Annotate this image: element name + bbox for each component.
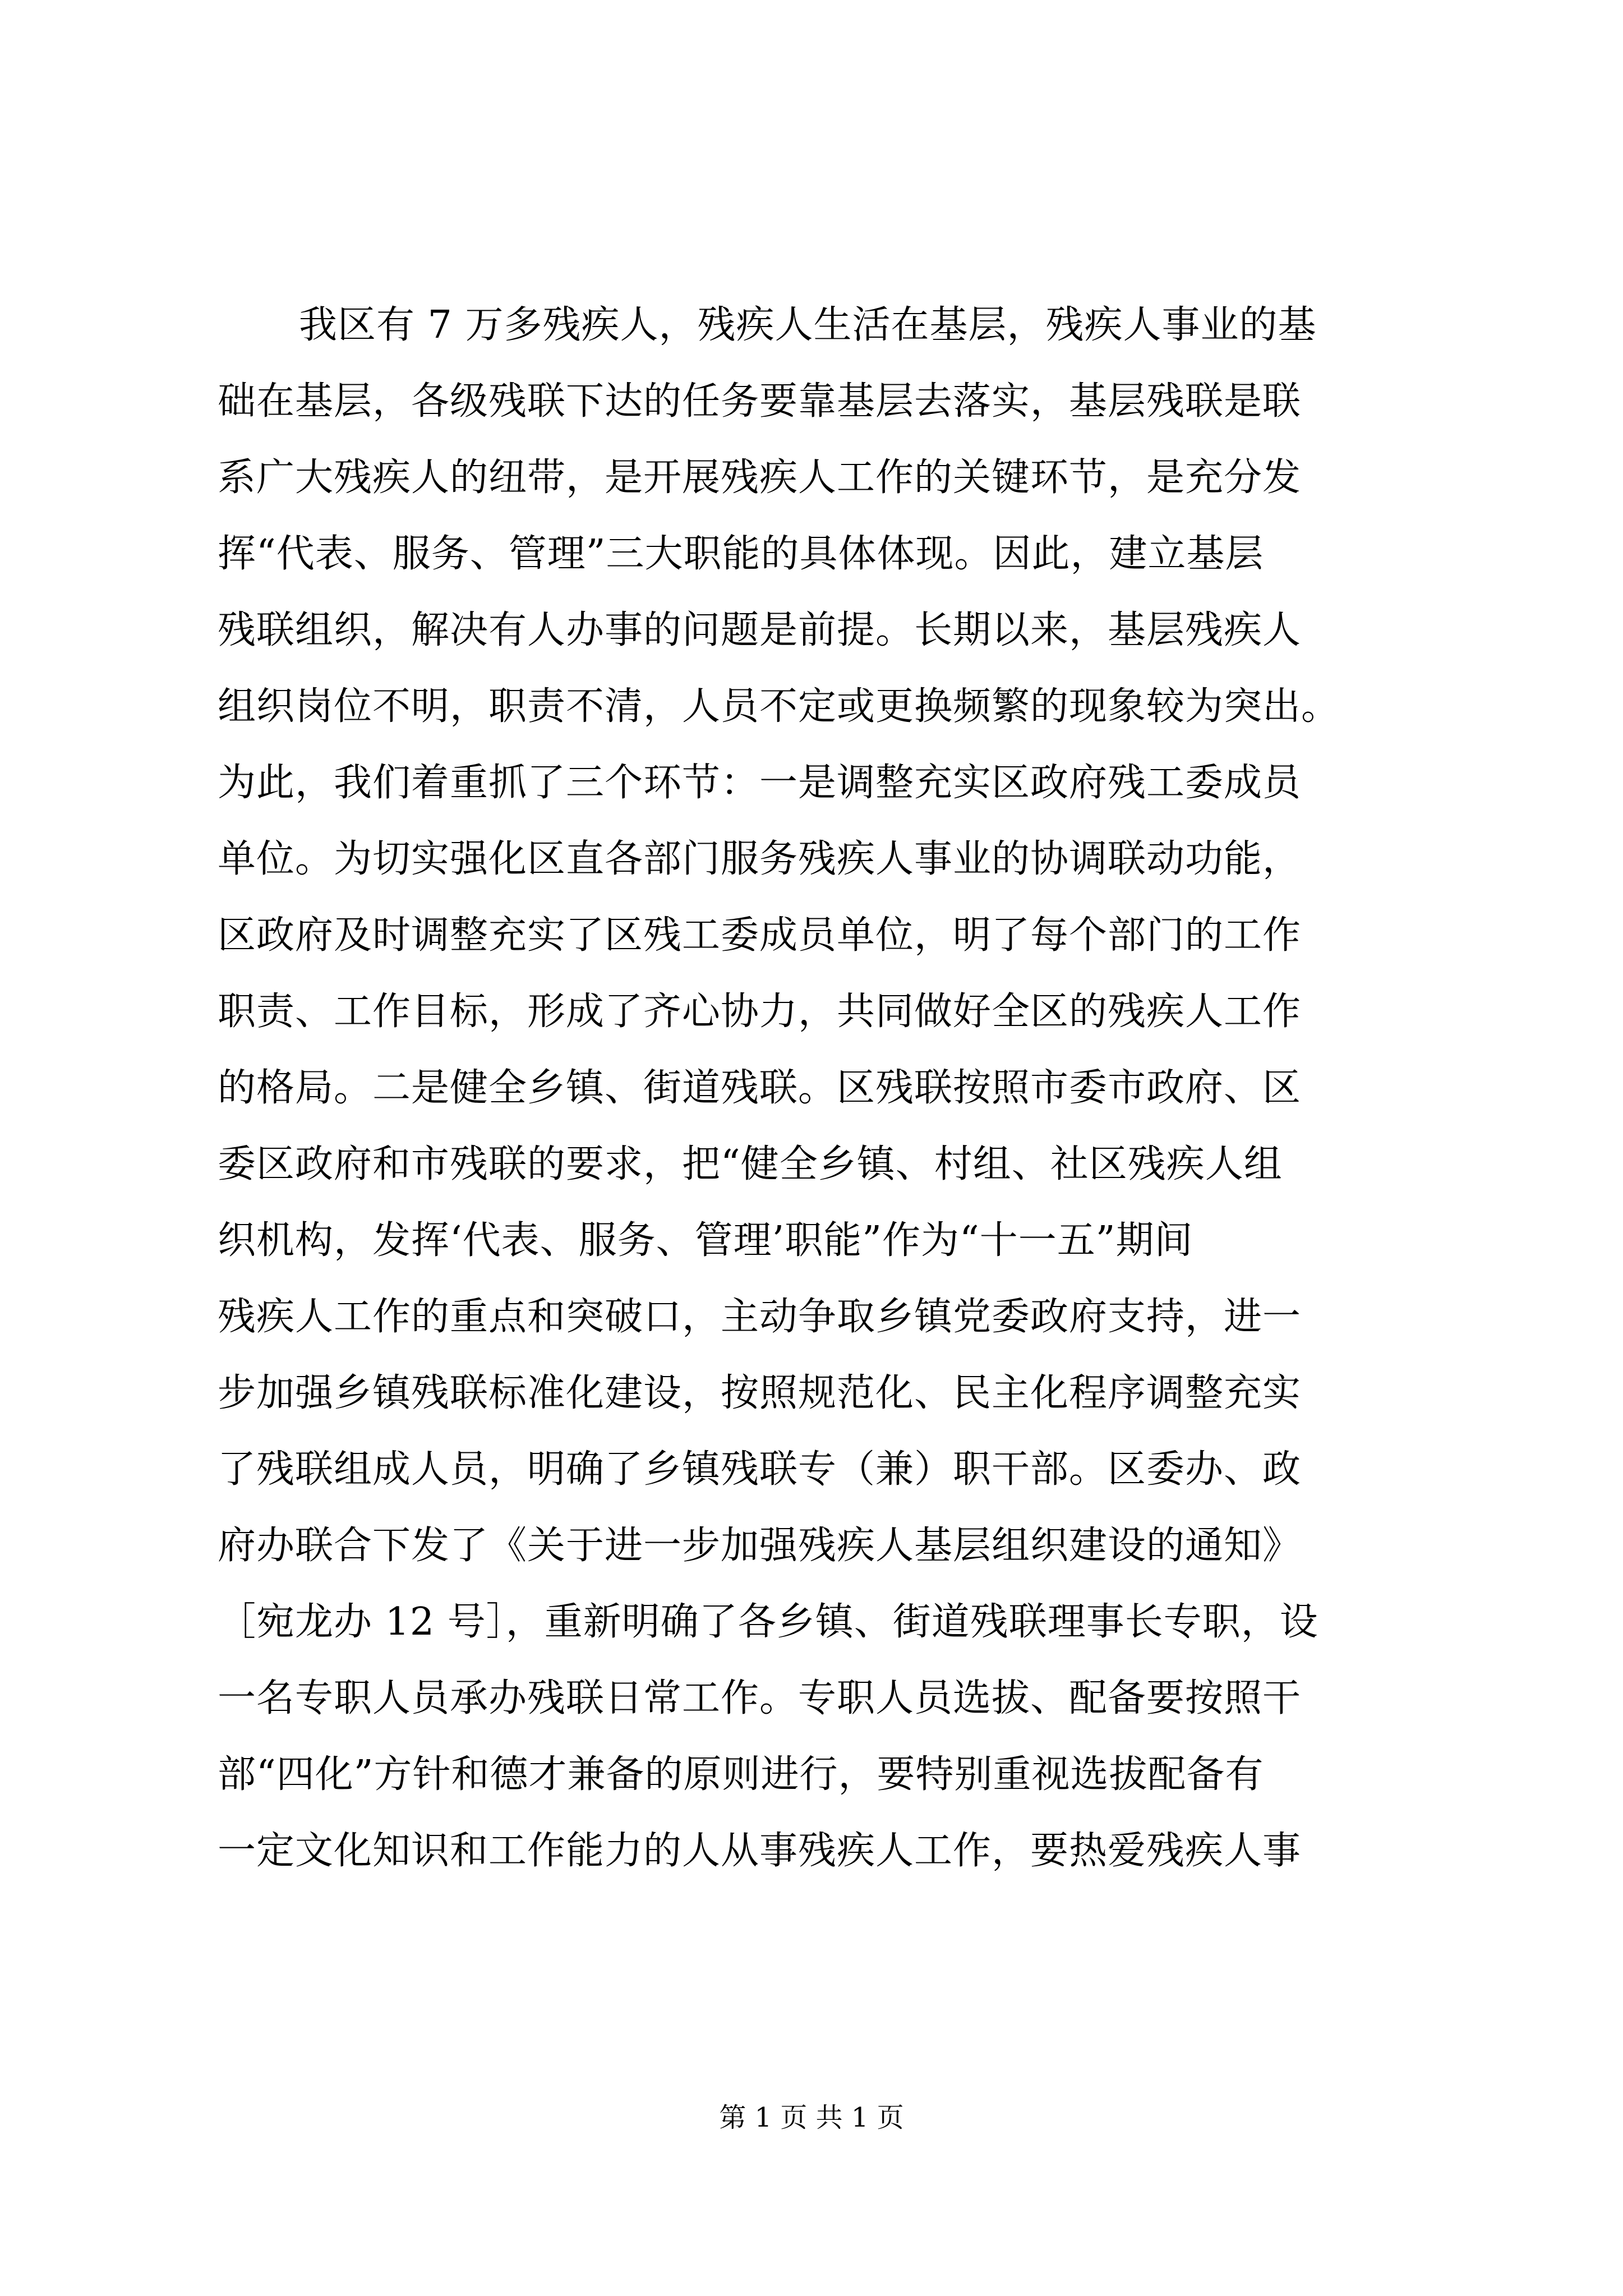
- text-line-5: 残联组织，解决有人办事的问题是前提。长期以来，基层残疾人: [218, 608, 1302, 652]
- text-line-10: 职责、工作目标，形成了齐心协力，共同做好全区的残疾人工作: [218, 990, 1302, 1034]
- text-line-2: 础在基层，各级残联下达的任务要靠基层去落实，基层残联是联: [218, 379, 1302, 424]
- text-line-6: 组织岗位不明，职责不清，人员不定或更换频繁的现象较为突出。: [218, 684, 1340, 729]
- text-line-14: 残疾人工作的重点和突破口，主动争取乡镇党委政府支持，进一: [218, 1295, 1302, 1339]
- text-line-16: 了残联组成人员，明确了乡镇残联专（兼）职干部。区委办、政: [218, 1447, 1302, 1492]
- text-line-21: 一定文化知识和工作能力的人从事残疾人工作，要热爱残疾人事: [218, 1829, 1302, 1873]
- text-line-3: 系广大残疾人的纽带，是开展残疾人工作的关键环节，是充分发: [218, 455, 1302, 500]
- text-line-20: 部“四化”方针和德才兼备的原则进行，要特别重视选拔配备有: [218, 1752, 1264, 1797]
- text-line-11: 的格局。二是健全乡镇、街道残联。区残联按照市委市政府、区: [218, 1066, 1302, 1110]
- text-line-18: ［宛龙办 12 号］，重新明确了各乡镇、街道残联理事长专职，设: [218, 1600, 1318, 1644]
- text-line-17: 府办联合下发了《关于进一步加强残疾人基层组织建设的通知》: [218, 1524, 1302, 1568]
- text-line-7: 为此，我们着重抓了三个环节：一是调整充实区政府残工委成员: [218, 761, 1302, 805]
- text-line-9: 区政府及时调整充实了区残工委成员单位，明了每个部门的工作: [218, 913, 1302, 958]
- text-line-13: 织机构，发挥‘代表、服务、管理’职能”作为“十一五”期间: [218, 1218, 1193, 1263]
- text-line-12: 委区政府和市残联的要求，把“健全乡镇、村组、社区残疾人组: [218, 1142, 1283, 1186]
- text-line-19: 一名专职人员承办残联日常工作。专职人员选拔、配备要按照干: [218, 1676, 1302, 1720]
- text-line-8: 单位。为切实强化区直各部门服务残疾人事业的协调联动功能，: [218, 837, 1302, 881]
- text-line-1: 我区有 7 万多残疾人，残疾人生活在基层，残疾人事业的基: [299, 303, 1317, 347]
- page-footer: 第 1 页 共 1 页: [719, 2102, 904, 2133]
- text-line-4: 挥“代表、服务、管理”三大职能的具体体现。因此，建立基层: [218, 532, 1264, 576]
- text-line-15: 步加强乡镇残联标准化建设，按照规范化、民主化程序调整充实: [218, 1371, 1302, 1415]
